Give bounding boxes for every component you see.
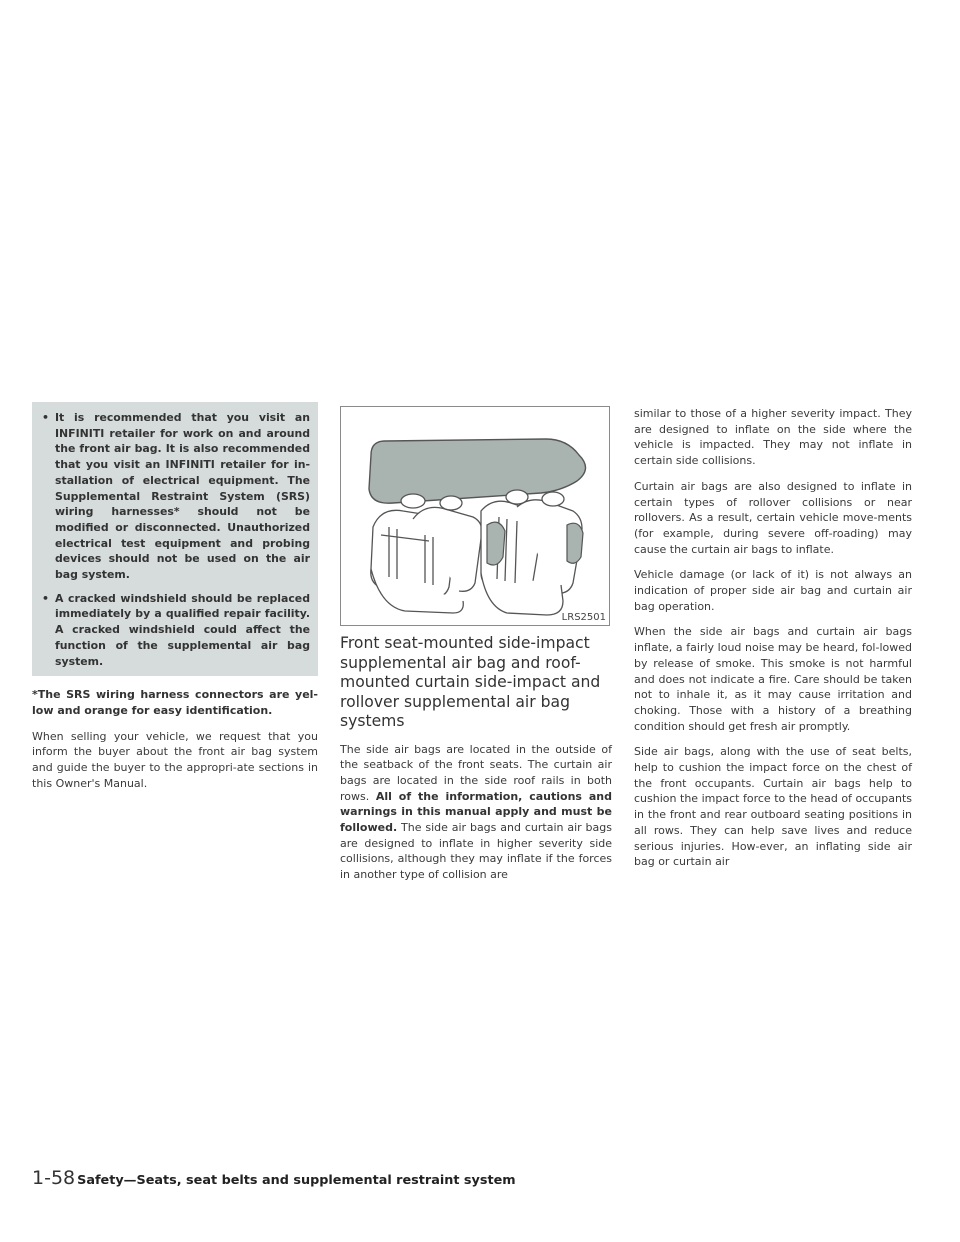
airbag-illustration — [340, 406, 610, 626]
middle-column — [340, 406, 612, 893]
bold-instruction: All of the information, cautions and warnings in this manual apply and must be followed. — [340, 789, 613, 835]
rear-seat-drawing — [371, 494, 482, 613]
warning-box — [32, 402, 318, 676]
section-title: Safety—Seats, seat belts and supplemental restraint system — [77, 1173, 516, 1188]
bullet-icon: • — [42, 411, 49, 424]
side-airbag-shape — [567, 523, 583, 563]
body-paragraph: similar to those of a higher severity impact. They are designed to inflate on the side where the vehicle is impacted. They may not inflate in certain side collisions. — [634, 407, 912, 468]
side-airbag-shape — [487, 522, 505, 565]
body-paragraph: Vehicle damage (or lack of it) is not always an indication of proper side air bag and curtain air bag operation. — [634, 568, 912, 613]
selling-paragraph: When selling your vehicle, we request that you inform the buyer about the front air bag system and guide the buyer to the appropri-ate sections in this Owner's Manual. — [32, 729, 318, 790]
left-column — [32, 402, 318, 801]
right-column — [634, 406, 912, 880]
page-footer — [32, 1167, 516, 1189]
paragraph-text: The side air bags and curtain air bags are designed to inflate in higher severity side collisions, although they may inflate if the forces in another type of collision are — [340, 821, 612, 882]
warning-text: It is recommended that you visit an INFINITI retailer for work on and around the front air bag. It is also recommended that you visit an INFINITI retailer for in-stallation of electrical equipment. The Supplemental Restraint System (SRS) wiring harnesses* should not be modified or disconnected. Unauthorized electrical test equipment and probing devices should not be used on the air bag system. — [55, 411, 310, 582]
warning-item — [42, 591, 310, 670]
airbag-location-paragraph — [340, 742, 612, 883]
body-paragraph: Side air bags, along with the use of seat belts, help to cushion the impact force on the chest of the front occupants. Curtain air bags help to cushion the impact force to the head of occupants in the front and rear outboard seating positions in all rows. They can help save lives and reduce serious injuries. How-ever, an inflating side air bag or curtain air — [634, 745, 912, 869]
body-paragraph: When the side air bags and curtain air bags inflate, a fairly loud noise may be heard, fol-lowed by release of smoke. This smoke is not harmful and does not indicate a fire. Care should be taken not to inhale it, as it may cause irritation and choking. Those with a history of a breathing condition should get fresh air promptly. — [634, 625, 912, 733]
warning-item — [42, 410, 310, 583]
figure-code: LRS2501 — [561, 612, 606, 623]
section-heading: Front seat-mounted side-impact supplemental air bag and roof-mounted curtain side-impact and rollover supplemental air bag systems — [340, 634, 601, 730]
paragraph-text: The side air bags are located in the outside of the seatback of the front seats. The curtain air bags are located in the side roof rails in both rows. — [340, 742, 612, 803]
bullet-icon: • — [42, 591, 49, 605]
warning-text: A cracked windshield should be replaced immediately by a qualified repair facility. A cracked windshield could affect the function of the supplemental air bag system. — [55, 591, 310, 668]
page-number: 1-58 — [32, 1167, 76, 1189]
airbag-seats-drawing — [341, 407, 609, 625]
body-paragraph: Curtain air bags are also designed to inflate in certain types of rollover collisions or near rollovers. As a result, certain vehicle move-ments (for example, during severe off-roading) may cause the curtain air bags to inflate. — [634, 479, 912, 556]
footnote: *The SRS wiring harness connectors are yel-low and orange for easy identification. — [32, 688, 318, 717]
